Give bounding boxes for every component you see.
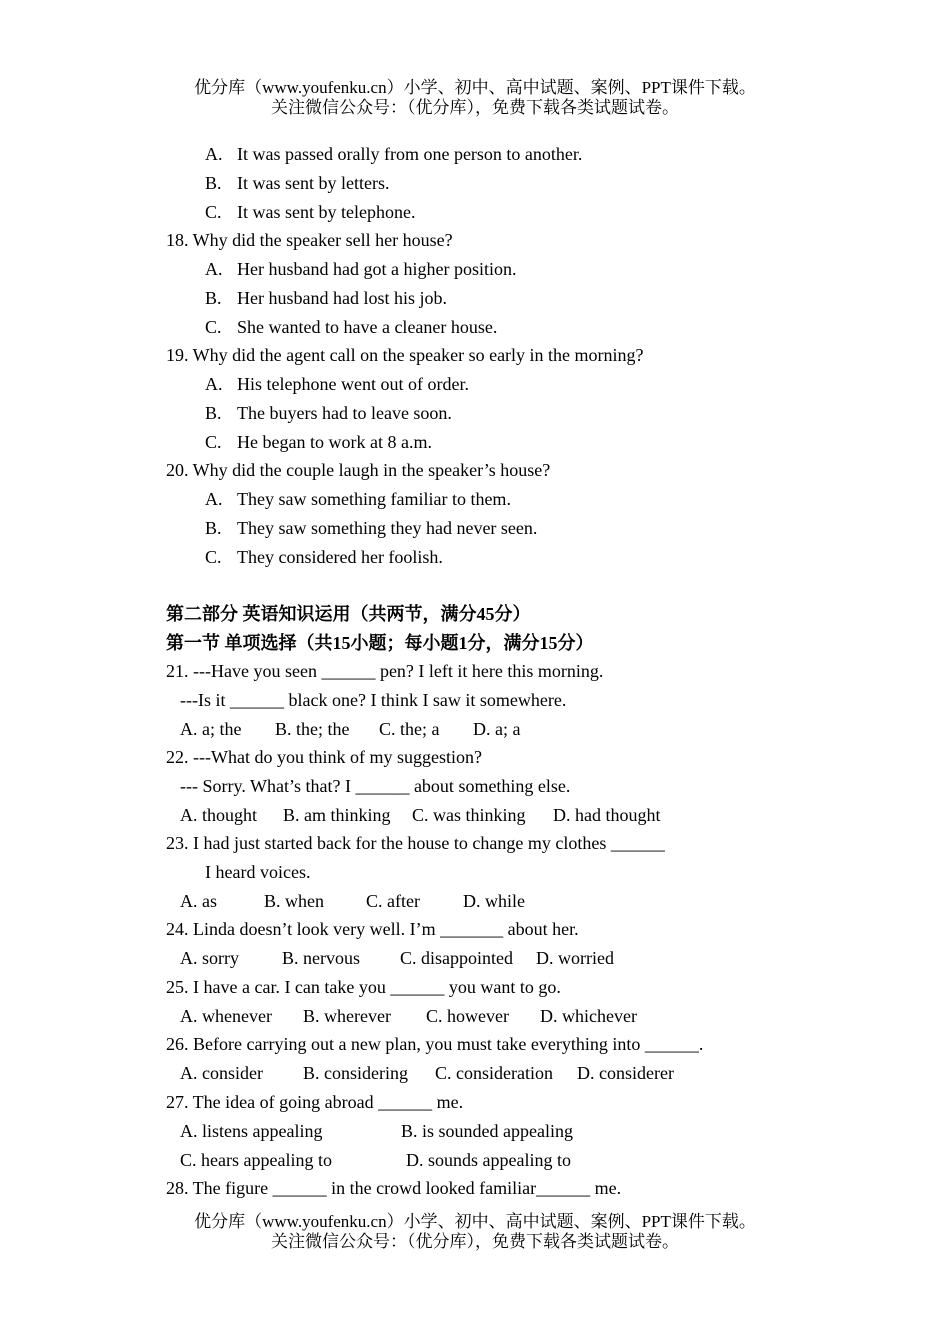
q21-line-2: ---Is it ______ black one? I think I saw it somewhere. bbox=[180, 690, 567, 710]
q25-line-1: 25. I have a car. I can take you ______ you want to go. bbox=[166, 977, 561, 997]
q22-option-b: B. am thinking bbox=[283, 805, 391, 825]
q23-option-d: D. while bbox=[463, 891, 525, 911]
q19-stem: 19. Why did the agent call on the speaker so early in the morning? bbox=[166, 345, 644, 365]
q18-stem: 18. Why did the speaker sell her house? bbox=[166, 230, 453, 250]
q27-option-b: B. is sounded appealing bbox=[401, 1121, 573, 1141]
q21-line-1: 21. ---Have you seen ______ pen? I left it here this morning. bbox=[166, 661, 604, 681]
q25-option-b: B. wherever bbox=[303, 1006, 391, 1026]
q21-option-c: C. the; a bbox=[379, 719, 440, 739]
q23-option-c: C. after bbox=[366, 891, 420, 911]
q24-option-d: D. worried bbox=[536, 948, 614, 968]
q20-option-b: B. They saw something they had never seen. bbox=[205, 518, 538, 538]
part2-title: 第二部分 英语知识运用（共两节，满分45分） bbox=[166, 604, 531, 624]
q17-option-c: C. It was sent by telephone. bbox=[205, 202, 416, 222]
q22-line-2: --- Sorry. What’s that? I ______ about something else. bbox=[180, 776, 571, 796]
q21-option-b: B. the; the bbox=[275, 719, 350, 739]
q22-option-c: C. was thinking bbox=[412, 805, 526, 825]
q26-option-d: D. considerer bbox=[577, 1063, 674, 1083]
q27-option-a: A. listens appealing bbox=[180, 1121, 323, 1141]
q26-option-c: C. consideration bbox=[435, 1063, 553, 1083]
q18-option-a: A. Her husband had got a higher position. bbox=[205, 259, 517, 279]
q25-option-d: D. whichever bbox=[540, 1006, 637, 1026]
q20-option-c: C. They considered her foolish. bbox=[205, 547, 443, 567]
q23-option-a: A. as bbox=[180, 891, 217, 911]
q17-option-a: A. It was passed orally from one person to another. bbox=[205, 144, 583, 164]
q22-option-d: D. had thought bbox=[553, 805, 661, 825]
q20-stem: 20. Why did the couple laugh in the speaker’s house? bbox=[166, 460, 551, 480]
q24-option-c: C. disappointed bbox=[400, 948, 513, 968]
q26-option-b: B. considering bbox=[303, 1063, 408, 1083]
q17-option-b: B. It was sent by letters. bbox=[205, 173, 390, 193]
q19-option-b: B. The buyers had to leave soon. bbox=[205, 403, 452, 423]
q22-line-1: 22. ---What do you think of my suggestion? bbox=[166, 747, 482, 767]
q27-option-d: D. sounds appealing to bbox=[406, 1150, 571, 1170]
q18-option-b: B. Her husband had lost his job. bbox=[205, 288, 447, 308]
q27-line-1: 27. The idea of going abroad ______ me. bbox=[166, 1092, 464, 1112]
q18-option-c: C. She wanted to have a cleaner house. bbox=[205, 317, 498, 337]
q22-option-a: A. thought bbox=[180, 805, 258, 825]
q26-option-a: A. consider bbox=[180, 1063, 263, 1083]
q23-line-2: I heard voices. bbox=[205, 862, 311, 882]
section1-title: 第一节 单项选择（共15小题；每小题1分，满分15分） bbox=[166, 633, 594, 653]
footer-line-1: 优分库（www.youfenku.cn）小学、初中、高中试题、案例、PPT课件下载。 bbox=[194, 1212, 756, 1231]
q23-option-b: B. when bbox=[264, 891, 324, 911]
page-footer bbox=[0, 1212, 950, 1252]
footer-line-2: 关注微信公众号：（优分库），免费下载各类试题试卷。 bbox=[271, 1232, 679, 1251]
q21-option-a: A. a; the bbox=[180, 719, 242, 739]
q21-option-d: D. a; a bbox=[473, 719, 521, 739]
q28-line-1: 28. The figure ______ in the crowd looked familiar______ me. bbox=[166, 1178, 622, 1198]
q24-option-a: A. sorry bbox=[180, 948, 239, 968]
q19-option-a: A. His telephone went out of order. bbox=[205, 374, 469, 394]
q24-line-1: 24. Linda doesn’t look very well. I’m _______ about her. bbox=[166, 919, 579, 939]
q19-option-c: C. He began to work at 8 a.m. bbox=[205, 432, 432, 452]
page-header bbox=[0, 78, 950, 118]
q25-option-c: C. however bbox=[426, 1006, 509, 1026]
q20-option-a: A. They saw something familiar to them. bbox=[205, 489, 511, 509]
q23-line-1: 23. I had just started back for the house to change my clothes ______ bbox=[166, 833, 665, 853]
q26-line-1: 26. Before carrying out a new plan, you must take everything into ______. bbox=[166, 1034, 704, 1054]
q25-option-a: A. whenever bbox=[180, 1006, 272, 1026]
header-line-1: 优分库（www.youfenku.cn）小学、初中、高中试题、案例、PPT课件下载。 bbox=[194, 78, 756, 97]
q27-option-c: C. hears appealing to bbox=[180, 1150, 332, 1170]
q24-option-b: B. nervous bbox=[282, 948, 360, 968]
header-line-2: 关注微信公众号：（优分库），免费下载各类试题试卷。 bbox=[271, 98, 679, 117]
